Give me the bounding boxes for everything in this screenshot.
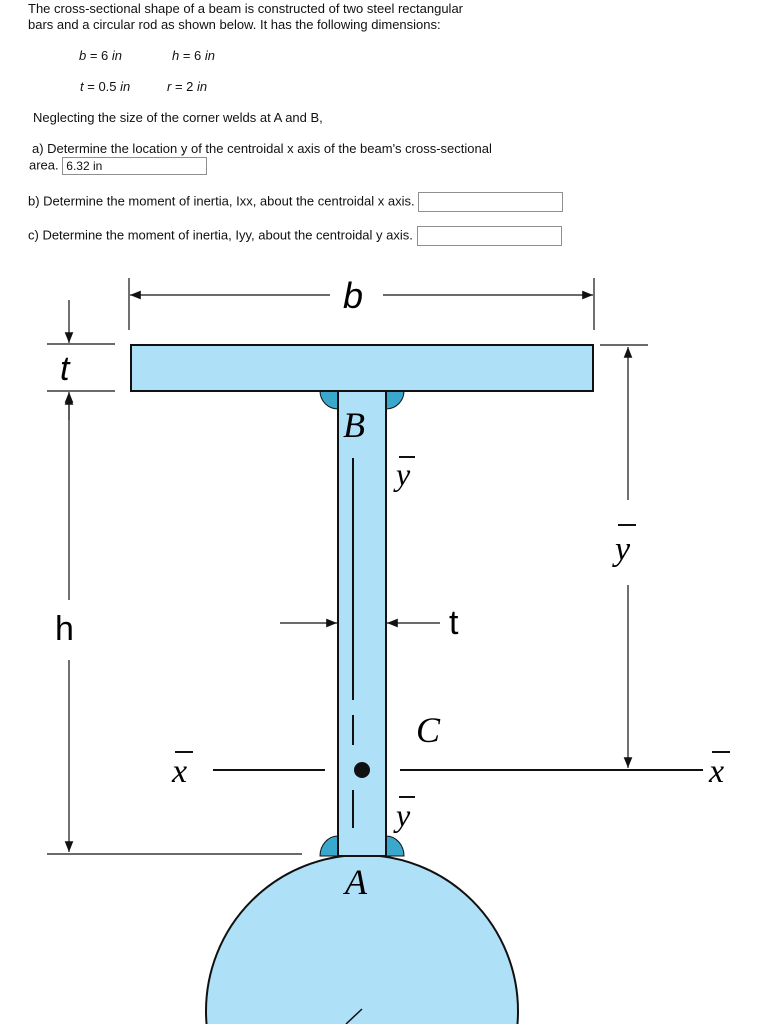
label-B: B bbox=[343, 405, 365, 445]
label-A: A bbox=[345, 862, 367, 902]
question-a-line-2: area. 6.32 in bbox=[29, 157, 549, 175]
weld-bottom-left bbox=[320, 836, 338, 856]
dimension-r: r = 2 in bbox=[167, 79, 208, 94]
flange-bar bbox=[131, 345, 593, 391]
label-t-left: t bbox=[60, 350, 70, 388]
centroid-point bbox=[354, 762, 370, 778]
question-b: b) Determine the moment of inertia, Ixx, about the centroidal x axis. bbox=[28, 192, 563, 212]
weld-bottom-right bbox=[386, 836, 404, 856]
label-xbar-right: x bbox=[709, 753, 725, 790]
web-bar bbox=[338, 391, 386, 856]
intro-line-2: bars and a circular rod as shown below. It has the following dimensions: bbox=[28, 17, 441, 32]
dimension-t: t = 0.5 in bbox=[80, 79, 131, 94]
label-xbar-left: x bbox=[172, 753, 188, 790]
note-text: Neglecting the size of the corner welds at A and B, bbox=[33, 110, 323, 125]
dimension-b: b = 6 in bbox=[79, 48, 123, 63]
label-ybar-top: y bbox=[396, 456, 411, 492]
question-a-line-1: a) Determine the location y of the centroidal x axis of the beam's cross-sectional bbox=[32, 141, 492, 156]
weld-top-left bbox=[320, 391, 338, 409]
question-c: c) Determine the moment of inertia, Iyy, about the centroidal y axis. bbox=[28, 226, 562, 246]
weld-top-right bbox=[386, 391, 404, 409]
dimension-h: h = 6 in bbox=[172, 48, 216, 63]
label-h: h bbox=[55, 610, 74, 648]
label-t-web: t bbox=[449, 604, 459, 642]
label-ybar-bottom: y bbox=[396, 797, 411, 833]
label-b: b bbox=[343, 275, 364, 316]
intro-line-1: The cross-sectional shape of a beam is constructed of two steel rectangular bbox=[28, 1, 463, 16]
label-C: C bbox=[416, 710, 441, 750]
label-ybar-right: y bbox=[615, 531, 631, 568]
